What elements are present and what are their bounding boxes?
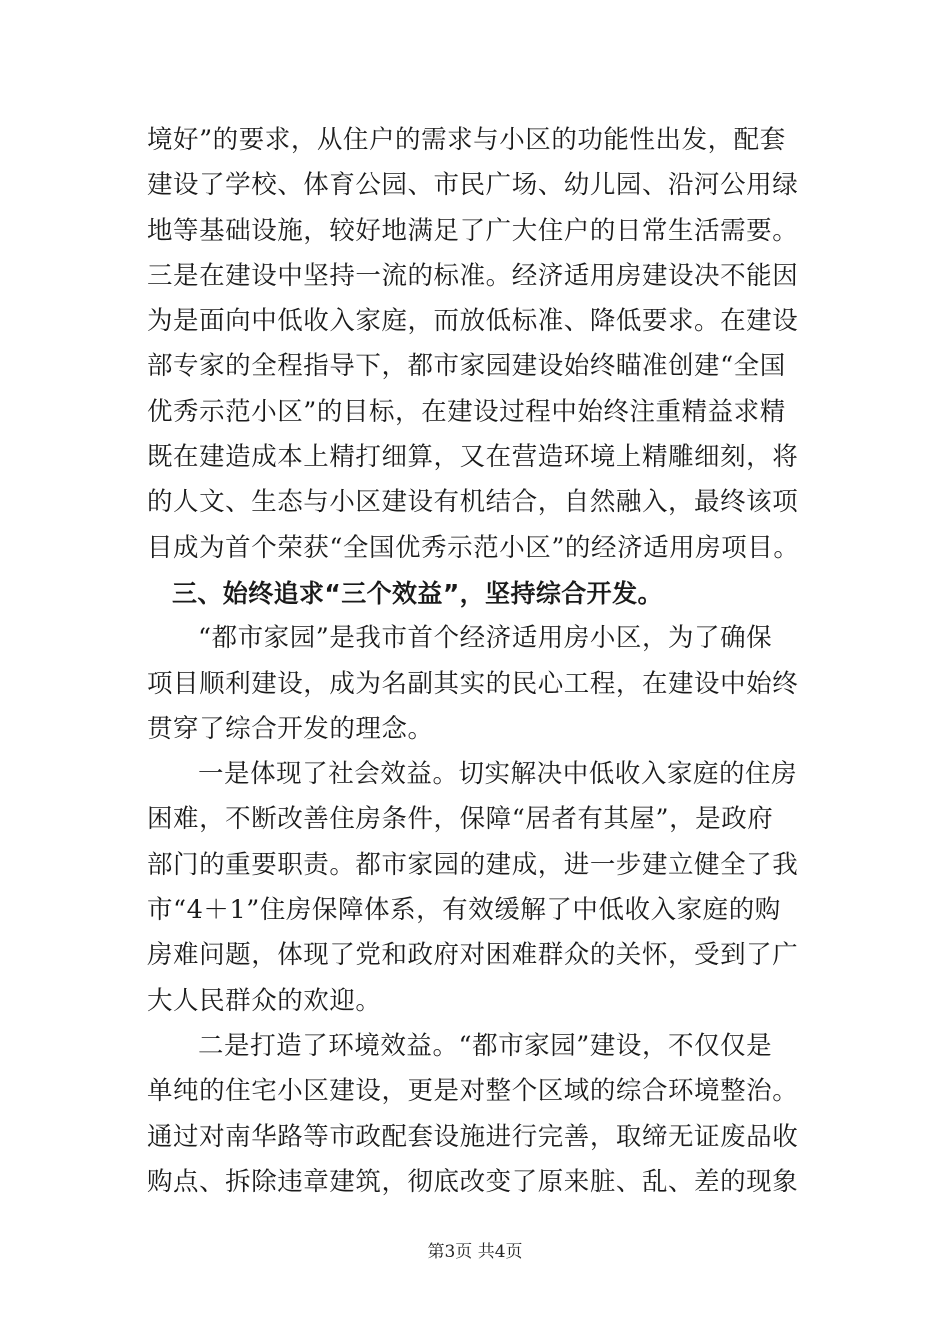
text-line: 购点、拆除违章建筑，彻底改变了原来脏、乱、差的现象 [147,1166,799,1197]
text-line: 房难问题，体现了党和政府对困难群众的关怀，受到了广 [147,940,799,971]
section-heading: 三、始终追求“三个效益”，坚持综合开发。 [172,578,663,608]
text-line: 三是在建设中坚持一流的标准。经济适用房建设决不能因 [147,260,799,291]
text-line: 通过对南华路等市政配套设施进行完善，取缔无证废品收 [147,1121,799,1152]
text-line: 市“4＋1”住房保障体系，有效缓解了中低收入家庭的购 [147,895,781,926]
text-line: 贯穿了综合开发的理念。 [147,713,434,744]
text-line: 项目顺利建设，成为名副其实的民心工程，在建设中始终 [147,668,799,699]
text-line: 建设了学校、体育公园、市民广场、幼儿园、沿河公用绿 [147,170,799,201]
text-line: 既在建造成本上精打细算，又在营造环境上精雕细刻，将 [147,442,799,473]
text-line: 境好”的要求，从住户的需求与小区的功能性出发，配套 [147,125,786,155]
text-line: 二是打造了环境效益。“都市家园”建设，不仅仅是 [198,1030,773,1061]
text-line: 目成为首个荣获“全国优秀示范小区”的经济适用房项目。 [147,532,800,563]
text-line: 的人文、生态与小区建设有机结合，自然融入，最终该项 [147,487,799,518]
text-line: 困难，不断改善住房条件，保障“居者有其屋”，是政府 [147,804,774,835]
text-line: 地等基础设施，较好地满足了广大住户的日常生活需要。 [147,215,799,246]
text-line: 一是体现了社会效益。切实解决中低收入家庭的住房 [198,759,798,790]
text-line: “都市家园”是我市首个经济适用房小区，为了确保 [198,623,773,654]
text-line: 单纯的住宅小区建设，更是对整个区域的综合环境整治。 [147,1076,799,1107]
text-line: 为是面向中低收入家庭，而放低标准、降低要求。在建设 [147,306,799,337]
text-line: 优秀示范小区”的目标，在建设过程中始终注重精益求精 [147,396,786,427]
text-line: 部门的重要职责。都市家园的建成，进一步建立健全了我 [147,849,799,880]
page-number-footer: 第3页 共4页 [427,1242,523,1262]
text-line: 部专家的全程指导下，都市家园建设始终瞄准创建“全国 [147,351,786,382]
text-line: 大人民群众的欢迎。 [147,985,382,1016]
document-body [147,118,807,1205]
